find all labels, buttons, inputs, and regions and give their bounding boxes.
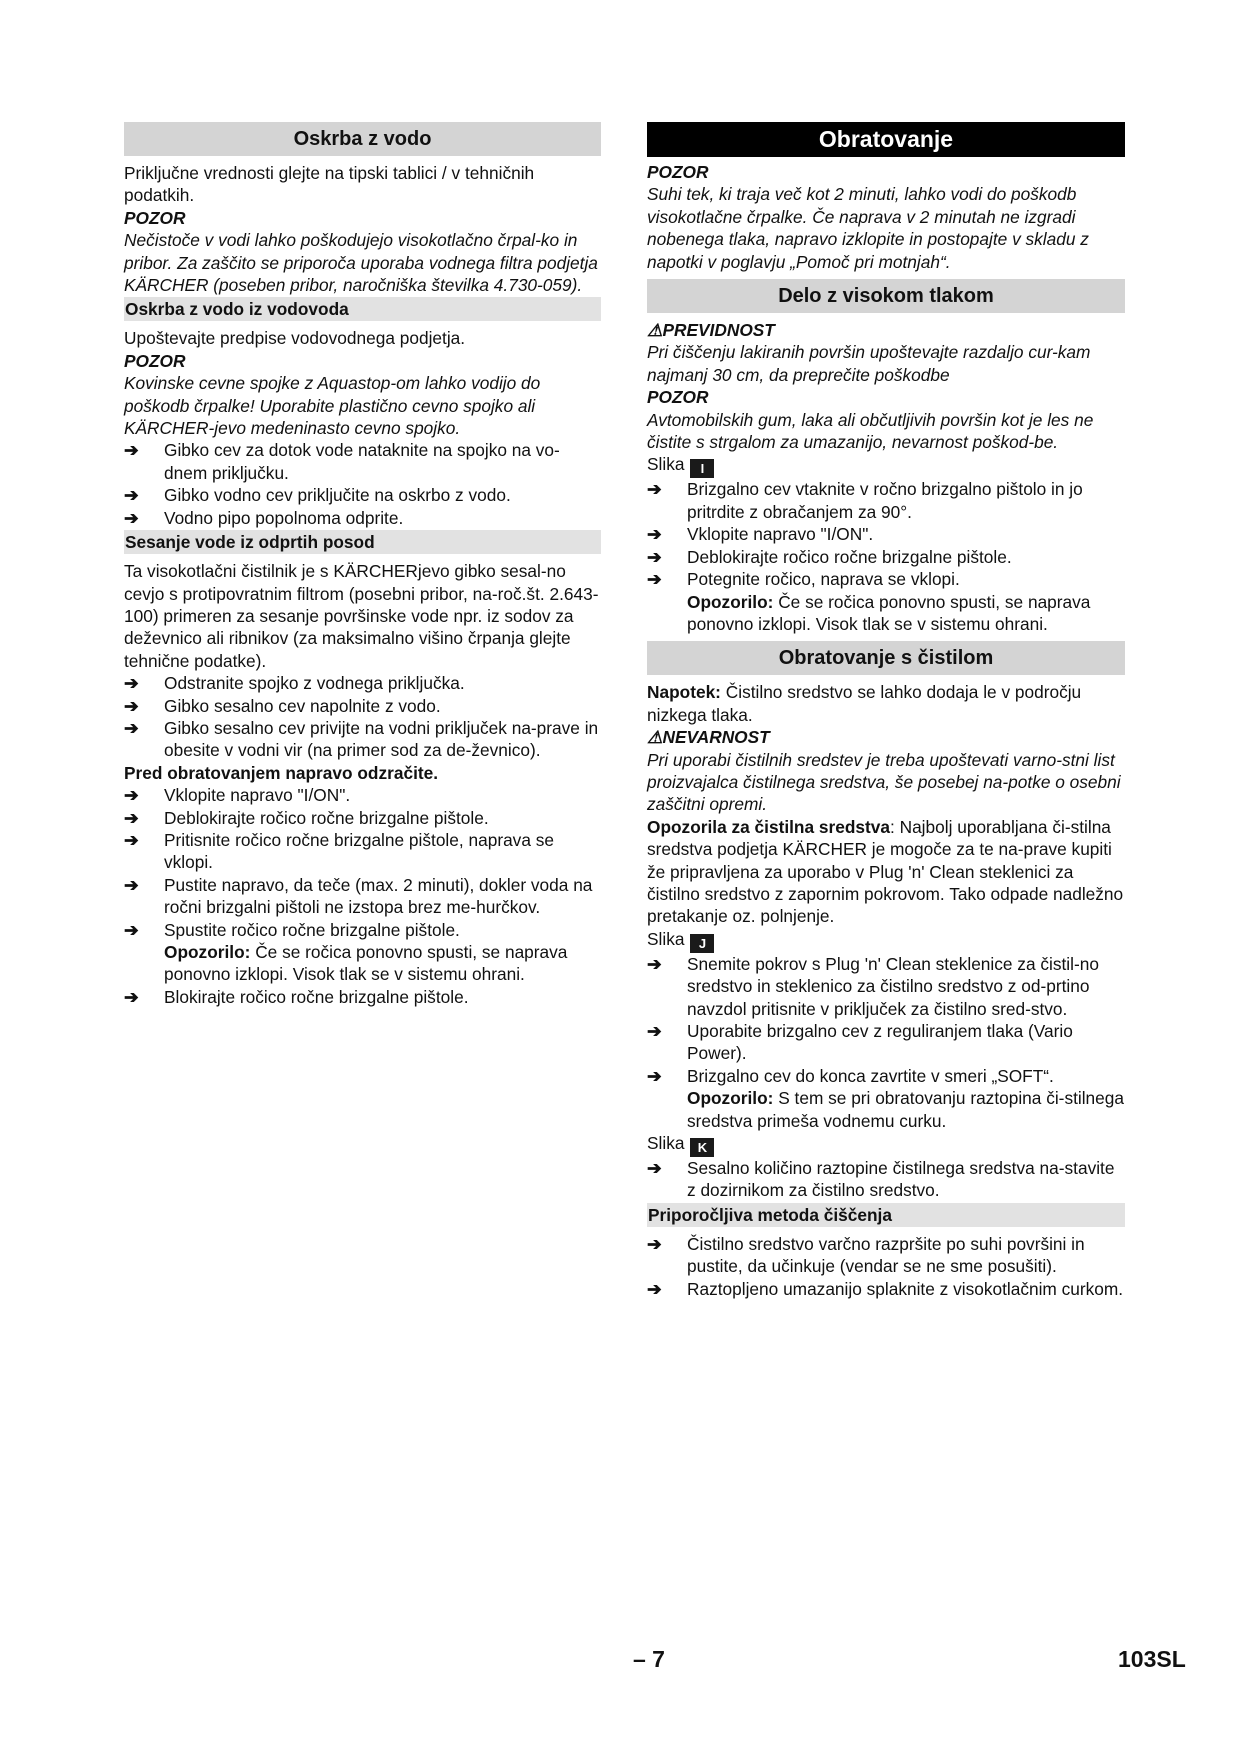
caution-text: Kovinske cevne spojke z Aquastop-om lahko vodijo do poškodb črpalke! Uporabite plastično cevno spojko ali KÄRCHER-jevo medeninasto cevno spojko. <box>124 373 541 439</box>
arrow-right-icon: ➔ <box>647 1278 662 1299</box>
suction-text: Ta visokotlačni čistilnik je s KÄRCHERjevo gibko sesal-no cevjo s protipovratnim filtrom (posebni pribor, na-roč.št. 2.643-100) primeren za sesanje površinske vode npr. iz sodov za deževnico ali ribnikov (za maksimalno višino črpanja glejte tehnične podatke). <box>124 561 599 671</box>
note-paragraph <box>647 1087 1125 1132</box>
arrow-right-icon: ➔ <box>647 479 662 500</box>
list-item: ➔ Spustite ročico ročne brizgalne pištole. <box>124 919 460 940</box>
note-label: Opozorilo: <box>687 1088 774 1109</box>
page-code: 103SL <box>1118 1646 1186 1672</box>
arrow-right-icon: ➔ <box>124 874 139 895</box>
warning-label: ⚠PREVIDNOST <box>647 320 775 341</box>
list-item: ➔ Sesalno količino raztopine čistilnega sredstva na-stavite z dozirnikom za čistilno sredstvo. <box>647 1158 1115 1201</box>
figure-ref: Slika K <box>647 1132 1125 1157</box>
list-item: ➔ Odstranite spojko z vodnega priključka. <box>124 673 465 694</box>
bleed-title: Pred obratovanjem napravo odzračite. <box>124 762 439 783</box>
list-item: ➔ Gibko cev za dotok vode nataknite na spojko na vo-dnem priključku. <box>124 440 560 483</box>
list-item: ➔ Gibko sesalno cev napolnite z vodo. <box>124 695 441 716</box>
arrow-right-icon: ➔ <box>124 695 139 716</box>
list-item: ➔ Čistilno sredstvo varčno razpršite po suhi površini in pustite, da učinkuje (vendar se ne sme posušiti). <box>647 1233 1085 1277</box>
caution-text: Nečistoče v vodi lahko poškodujejo visokotlačno črpal-ko in pribor. Za zaščito se priporoča uporaba vodnega filtra podjetja KÄRCHER (poseben pribor, naročniška številka 4.730-059). <box>124 230 598 296</box>
list-item: ➔ Snemite pokrov s Plug 'n' Clean steklenice za čistil-no sredstvo in steklenico za čistilno sredstvo z od-prtino navzdol pritisnite v priključek za čistilno sred-stvo. <box>647 953 1099 1019</box>
danger-text: Pri uporabi čistilnih sredstev je treba upoštevati varno-stni list proizvajalca čistilnega sredstva, še posebej na-potke o osebni zaščitni opremi. <box>647 749 1121 815</box>
heading-operation: Obratovanje <box>647 122 1125 157</box>
mains-water-text: Upoštevajte predpise vodovodnega podjetja. <box>124 328 466 349</box>
arrow-right-icon: ➔ <box>647 1065 662 1086</box>
heading-suction: Sesanje vode iz odprtih posod <box>124 530 601 554</box>
arrow-right-icon: ➔ <box>647 1158 662 1179</box>
arrow-right-icon: ➔ <box>647 569 662 590</box>
caution-label: POZOR <box>124 207 186 228</box>
left-column <box>124 122 601 1008</box>
list-item: ➔ Vklopite napravo "I/ON". <box>124 785 351 806</box>
arrow-right-icon: ➔ <box>124 919 139 940</box>
note-paragraph <box>647 591 1125 636</box>
figure-ref: Slika I <box>647 453 1125 478</box>
caution-text: Avtomobilskih gum, laka ali občutljivih površin kot je les ne čistite s strgalom za umazanijo, nevarnost poškod-be. <box>647 409 1094 453</box>
note-text: Če se ročica ponovno spusti, se naprava ponovno izklopi. Visok tlak se v sistemu ohrani. <box>164 942 568 985</box>
list-item: ➔ Vklopite napravo "I/ON". <box>647 524 874 545</box>
hint-label: Napotek: <box>647 682 721 703</box>
arrow-right-icon: ➔ <box>124 807 139 828</box>
figure-badge-i: I <box>690 459 714 478</box>
note-label: Opozorilo: <box>164 942 251 962</box>
note-text: S tem se pri obratovanju raztopina či-stilnega sredstva primeša vodnemu curku. <box>687 1088 1125 1131</box>
arrow-right-icon: ➔ <box>124 485 139 506</box>
list-item: ➔ Brizgalno cev do konca zavrtite v smeri „SOFT“. <box>647 1065 1054 1086</box>
arrow-right-icon: ➔ <box>124 829 139 850</box>
list-item: ➔ Deblokirajte ročico ročne brizgalne pištole. <box>124 807 489 828</box>
list-item: ➔ Pustite napravo, da teče (max. 2 minuti), dokler voda na ročni brizgalni pištoli ne izstopa brez me-hurčkov. <box>124 874 593 918</box>
arrow-right-icon: ➔ <box>647 524 662 545</box>
arrow-right-icon: ➔ <box>647 1233 662 1254</box>
arrow-right-icon: ➔ <box>124 986 139 1007</box>
hint-paragraph <box>647 681 1125 726</box>
arrow-right-icon: ➔ <box>124 507 139 528</box>
list-item: ➔ Deblokirajte ročico ročne brizgalne pištole. <box>647 546 1012 567</box>
caution-text: Suhi tek, ki traja več kot 2 minuti, lahko vodi do poškodb visokotlačne črpalke. Če naprava v 2 minutah ne izgradi nobenega tlaka, napravo izklopite in postopajte v skladu z napotki v poglavju „Pomoč pri motnjah“. <box>647 184 1089 272</box>
list-item: ➔ Brizgalno cev vtaknite v ročno brizgalno pištolo in jo pritrdite z obračanjem za 90°. <box>647 479 1083 522</box>
arrow-right-icon: ➔ <box>647 546 662 567</box>
list-item: ➔ Uporabite brizgalno cev z reguliranjem tlaka (Vario Power). <box>647 1021 1073 1064</box>
caution-label: POZOR <box>124 350 186 371</box>
arrow-right-icon: ➔ <box>124 440 139 461</box>
note-label: Opozorilo: <box>687 591 774 612</box>
figure-ref: Slika J <box>647 928 1125 953</box>
list-item: ➔ Gibko vodno cev priključite na oskrbo z vodo. <box>124 485 511 506</box>
page-number: – 7 <box>633 1646 665 1672</box>
arrow-right-icon: ➔ <box>124 785 139 806</box>
warning-text: Pri čiščenju lakiranih površin upoštevajte razdaljo cur-kam najmanj 30 cm, da preprečite poškodbe <box>647 342 1091 385</box>
danger-label: ⚠NEVARNOST <box>647 727 770 748</box>
right-column <box>647 122 1125 1300</box>
list-item: ➔ Gibko sesalno cev privijte na vodni priključek na-prave in obesite v vodni vir (na primer sod za de-ževnico). <box>124 717 599 761</box>
detergent-label: Opozorila za čistilna sredstva <box>647 816 890 837</box>
connection-values-text: Priključne vrednosti glejte na tipski tablici / v tehničnih podatkih. <box>124 163 535 206</box>
list-item: ➔ Potegnite ročico, naprava se vklopi. <box>647 569 960 590</box>
caution-label: POZOR <box>647 387 709 408</box>
heading-mains-water: Oskrba z vodo iz vodovoda <box>124 297 601 321</box>
arrow-right-icon: ➔ <box>124 717 139 738</box>
detergent-paragraph <box>647 816 1125 928</box>
figure-badge-j: J <box>690 934 714 953</box>
list-item: ➔ Raztopljeno umazanijo splaknite z visokotlačnim curkom. <box>647 1278 1124 1299</box>
arrow-right-icon: ➔ <box>647 1021 662 1041</box>
arrow-right-icon: ➔ <box>124 673 139 694</box>
note-paragraph <box>124 941 601 986</box>
note-text: Če se ročica ponovno spusti, se naprava ponovno izklopi. Visok tlak se v sistemu ohrani. <box>687 591 1091 634</box>
heading-water-supply: Oskrba z vodo <box>124 122 601 156</box>
list-item: ➔ Blokirajte ročico ročne brizgalne pištole. <box>124 986 469 1007</box>
list-item: ➔ Vodno pipo popolnoma odprite. <box>124 507 404 528</box>
detergent-text: : Najbolj uporabljana či-stilna sredstva podjetja KÄRCHER je mogoče za te na-prave kupiti že pripravljena za uporabo v Plug 'n' Clean steklenici za čistilno sredstvo z zapornim pokrovom. Tako odpade nadležno pretakanje oz. polnjenje. <box>647 816 1124 927</box>
caution-label: POZOR <box>647 162 709 182</box>
heading-detergent: Obratovanje s čistilom <box>647 641 1125 675</box>
list-item: ➔ Pritisnite ročico ročne brizgalne pištole, naprava se vklopi. <box>124 829 554 873</box>
heading-cleaning-method: Priporočljiva metoda čiščenja <box>647 1203 1125 1227</box>
hint-text: Čistilno sredstvo se lahko dodaja le v področju nizkega tlaka. <box>647 682 1082 725</box>
arrow-right-icon: ➔ <box>647 953 662 974</box>
heading-high-pressure: Delo z visokom tlakom <box>647 279 1125 313</box>
figure-badge-k: K <box>690 1138 714 1157</box>
